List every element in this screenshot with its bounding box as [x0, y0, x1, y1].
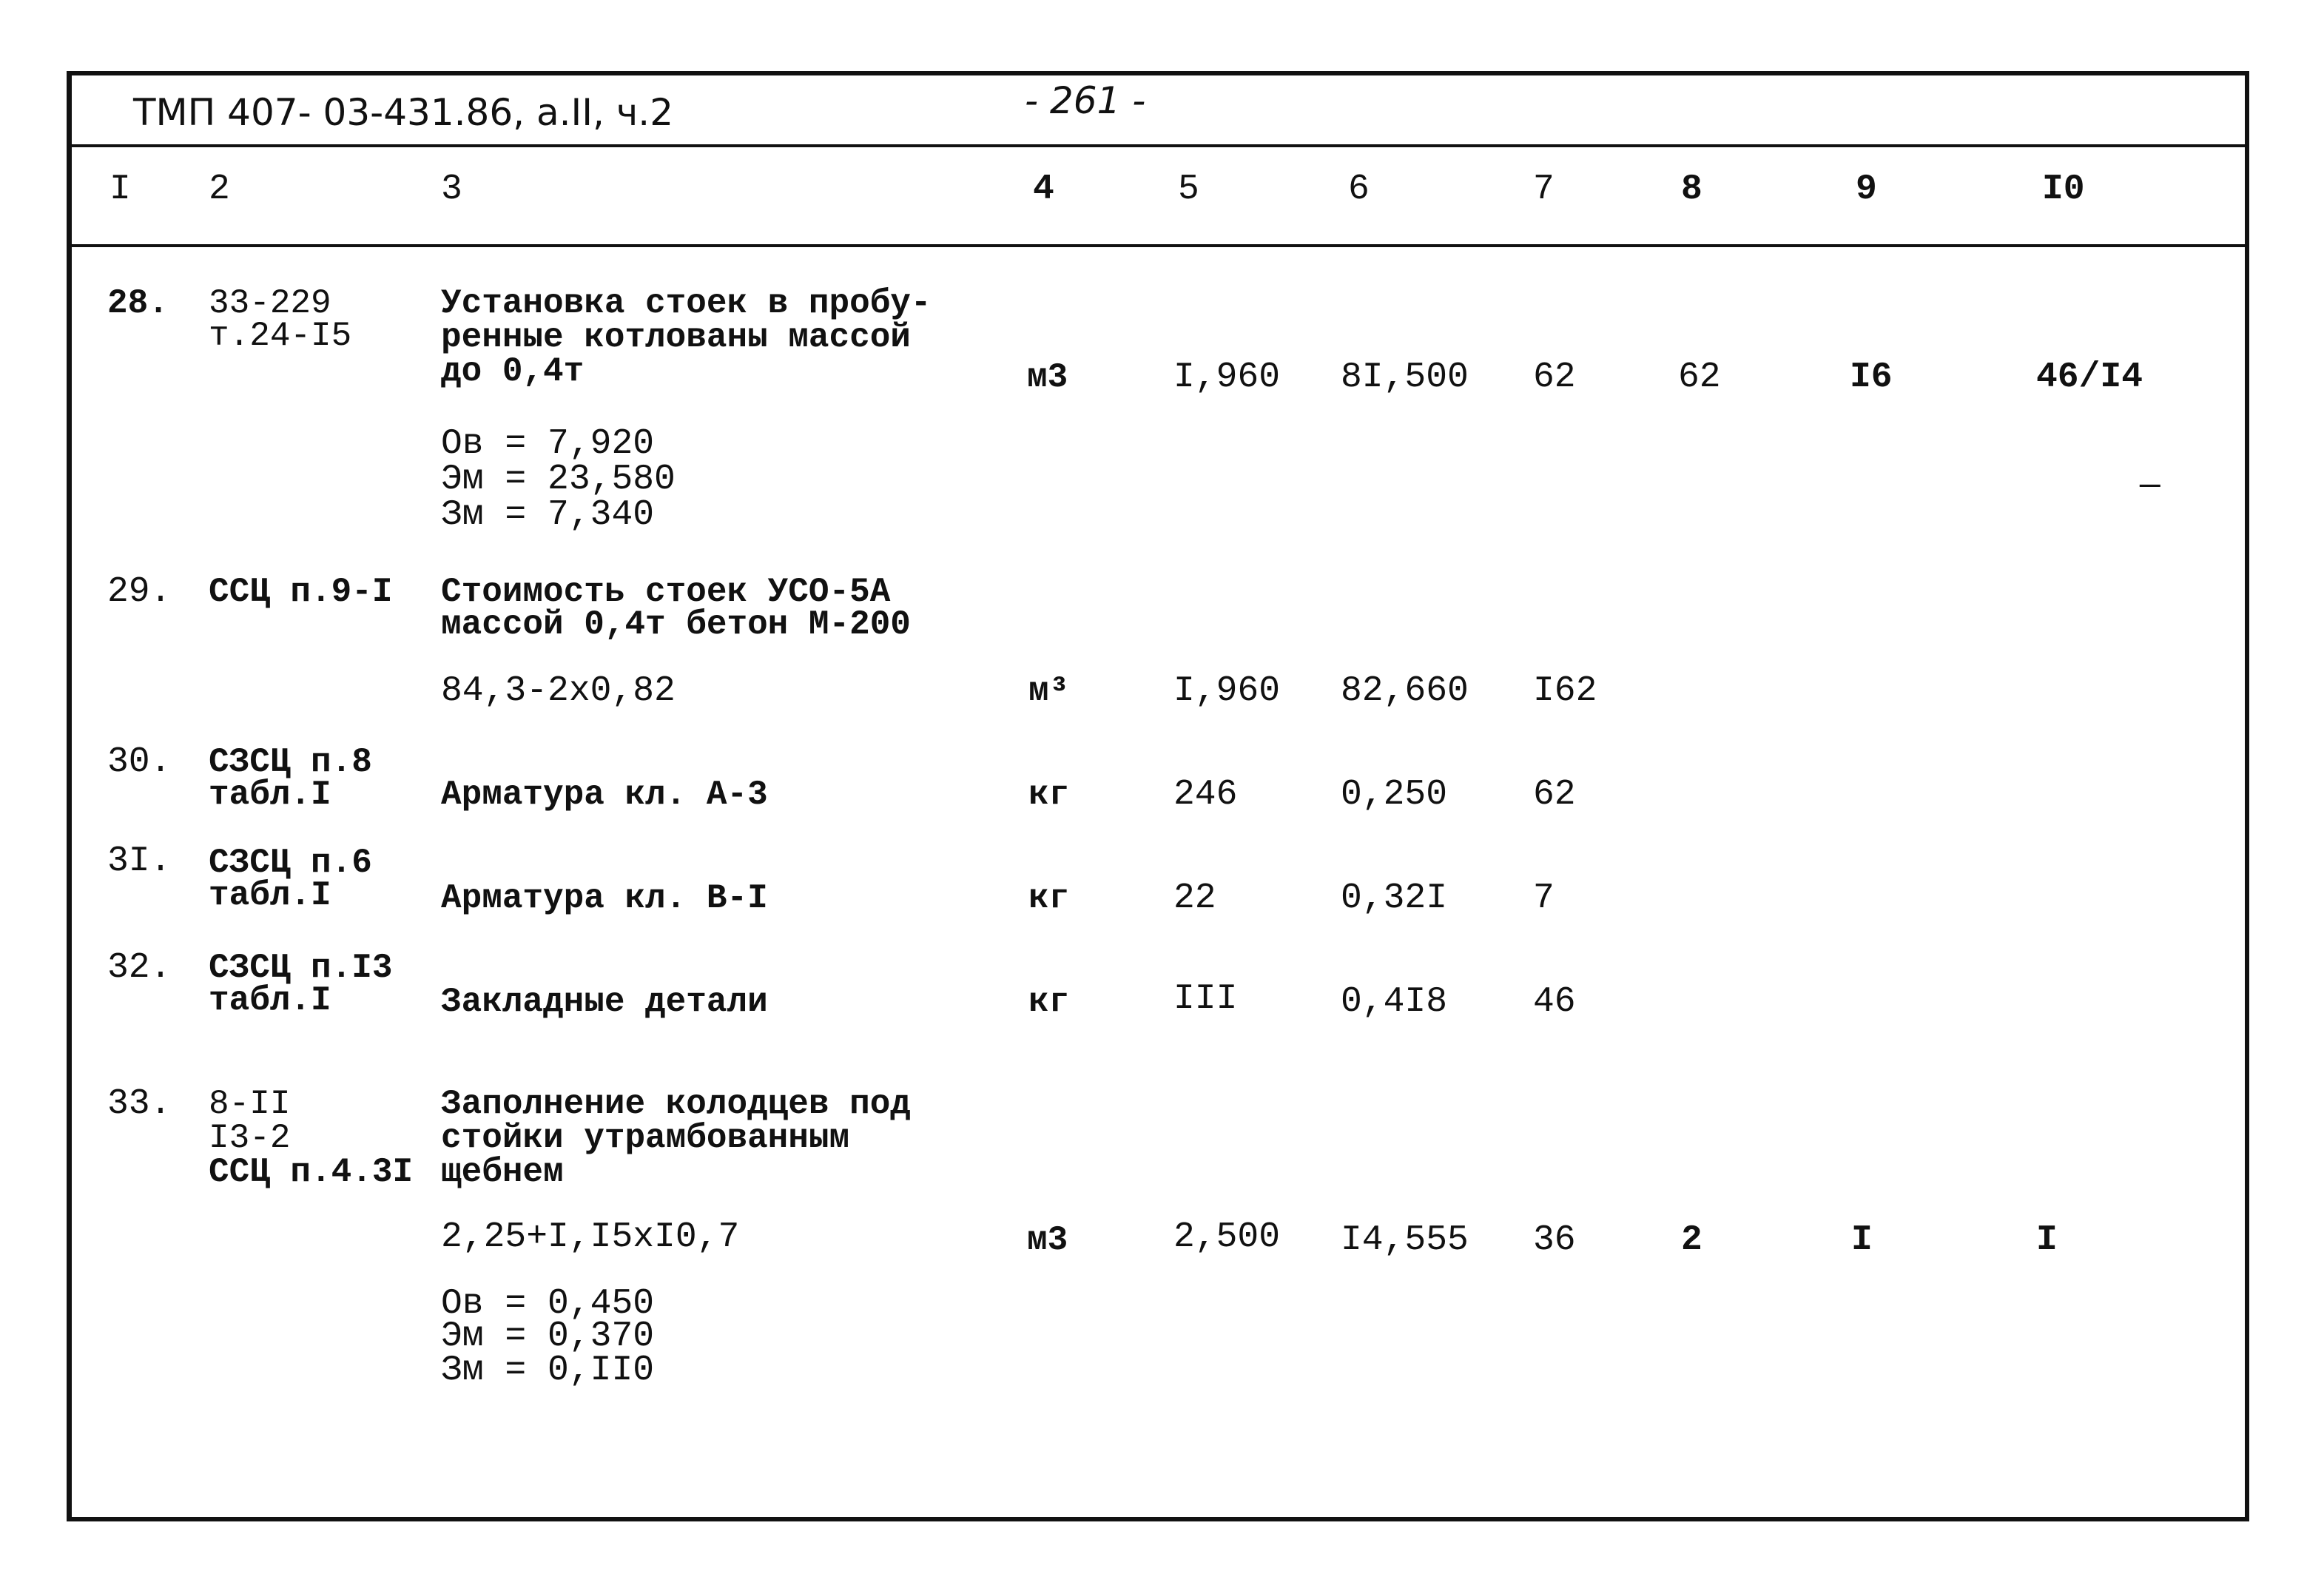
row-29-qty: I,960 [1173, 671, 1281, 711]
columns-rule [67, 244, 2249, 247]
row-32-code: табл.I [209, 981, 331, 1020]
row-28-qty: I,960 [1173, 357, 1281, 397]
row-31-price: 0,32I [1341, 878, 1448, 918]
row-32-c7: 46 [1533, 982, 1576, 1022]
row-33-code: 8-II [209, 1085, 291, 1123]
row-29-price: 82,660 [1341, 671, 1469, 711]
row-33-code: ССЦ п.4.3I [209, 1153, 414, 1191]
row-28-description: ренные котлованы массой [441, 318, 911, 357]
row-28-code: 33-229 [209, 284, 331, 323]
col-header-6: 6 [1348, 169, 1370, 209]
row-30-qty: 246 [1173, 775, 1238, 815]
row-32-no: 32. [107, 948, 172, 988]
row-28-c8: 62 [1678, 357, 1721, 397]
row-33-price: I4,555 [1341, 1220, 1469, 1260]
page-number: - 261 - [1025, 79, 1146, 122]
row-31-unit: кг [1028, 879, 1070, 918]
row-28-description: Установка стоек в пробу- [441, 284, 932, 323]
row-28-description: до 0,4т [441, 352, 585, 391]
col-header-9: 9 [1856, 169, 1877, 209]
row-33-c10: I [2036, 1220, 2058, 1260]
row-33-qty: 2,500 [1173, 1217, 1281, 1257]
row-32-qty: III [1173, 979, 1238, 1019]
row-31-code: табл.I [209, 876, 331, 915]
row-30-no: 30. [107, 742, 172, 782]
row-33-c7: 36 [1533, 1220, 1576, 1260]
col-header-3: 3 [441, 169, 462, 209]
row-30-code: СЗСЦ п.8 [209, 743, 372, 781]
col-header-5: 5 [1178, 169, 1199, 209]
col-header-10: I0 [2042, 169, 2085, 209]
row-32-description: Закладные детали [441, 983, 768, 1021]
row-32-price: 0,4I8 [1341, 982, 1448, 1022]
row-33-note: Эм = 0,370 [441, 1316, 655, 1356]
row-33-code: I3-2 [209, 1119, 291, 1157]
row-28-note: Эм = 23,580 [441, 460, 676, 500]
row-28-note-c10: — [2140, 466, 2160, 505]
col-header-1: I [110, 169, 131, 209]
row-31-qty: 22 [1173, 878, 1216, 918]
row-29-code: ССЦ п.9-I [209, 573, 393, 611]
row-28-c10: 46/I4 [2036, 357, 2143, 397]
row-33-note: Ов = 0,450 [441, 1284, 655, 1324]
row-28-unit: м3 [1027, 358, 1068, 397]
col-header-2: 2 [209, 169, 230, 209]
row-29-no: 29. [107, 572, 172, 612]
row-32-unit: кг [1028, 983, 1070, 1021]
row-31-description: Арматура кл. В-I [441, 879, 768, 918]
row-33-unit: м3 [1027, 1221, 1068, 1259]
row-29-c7: I62 [1533, 671, 1597, 711]
row-33-c8: 2 [1681, 1220, 1702, 1260]
row-29-description: массой 0,4т бетон М-200 [441, 605, 911, 644]
row-31-c7: 7 [1533, 878, 1555, 918]
col-header-4: 4 [1033, 169, 1054, 209]
row-33-description: щебнем [441, 1153, 564, 1191]
row-28-code: т.24-I5 [209, 317, 352, 355]
row-30-description: Арматура кл. А-3 [441, 776, 768, 814]
row-33-description: стойки утрамбованным [441, 1119, 850, 1157]
row-30-price: 0,250 [1341, 775, 1448, 815]
row-32-code: СЗСЦ п.I3 [209, 949, 393, 987]
row-28-c9: I6 [1850, 357, 1893, 397]
row-33-note: Зм = 0,II0 [441, 1350, 655, 1390]
row-33-description: Заполнение колодцев под [441, 1085, 911, 1123]
row-30-unit: кг [1028, 776, 1070, 814]
row-28-no: 28. [107, 284, 169, 323]
row-30-code: табл.I [209, 776, 331, 814]
table-frame [67, 71, 2249, 1521]
row-28-note: Зм = 7,340 [441, 495, 655, 535]
col-header-7: 7 [1533, 169, 1555, 209]
row-29-description: Стоимость стоек УСО-5А [441, 573, 891, 611]
row-33-formula: 2,25+I,I5хI0,7 [441, 1217, 740, 1257]
row-30-c7: 62 [1533, 775, 1576, 815]
row-28-price: 8I,500 [1341, 357, 1469, 397]
row-33-no: 33. [107, 1084, 172, 1124]
row-28-c7: 62 [1533, 357, 1576, 397]
row-31-code: СЗСЦ п.6 [209, 844, 372, 882]
row-31-no: 3I. [107, 841, 172, 881]
row-28-note: Ов = 7,920 [441, 424, 655, 464]
row-29-formula: 84,3-2х0,82 [441, 671, 676, 711]
header-rule [67, 144, 2249, 147]
doc-code: ТМП 407- 03-431.86, а.II, ч.2 [133, 91, 674, 134]
col-header-8: 8 [1681, 169, 1702, 209]
row-29-unit: м³ [1028, 672, 1070, 710]
row-33-c9: I [1851, 1220, 1873, 1260]
